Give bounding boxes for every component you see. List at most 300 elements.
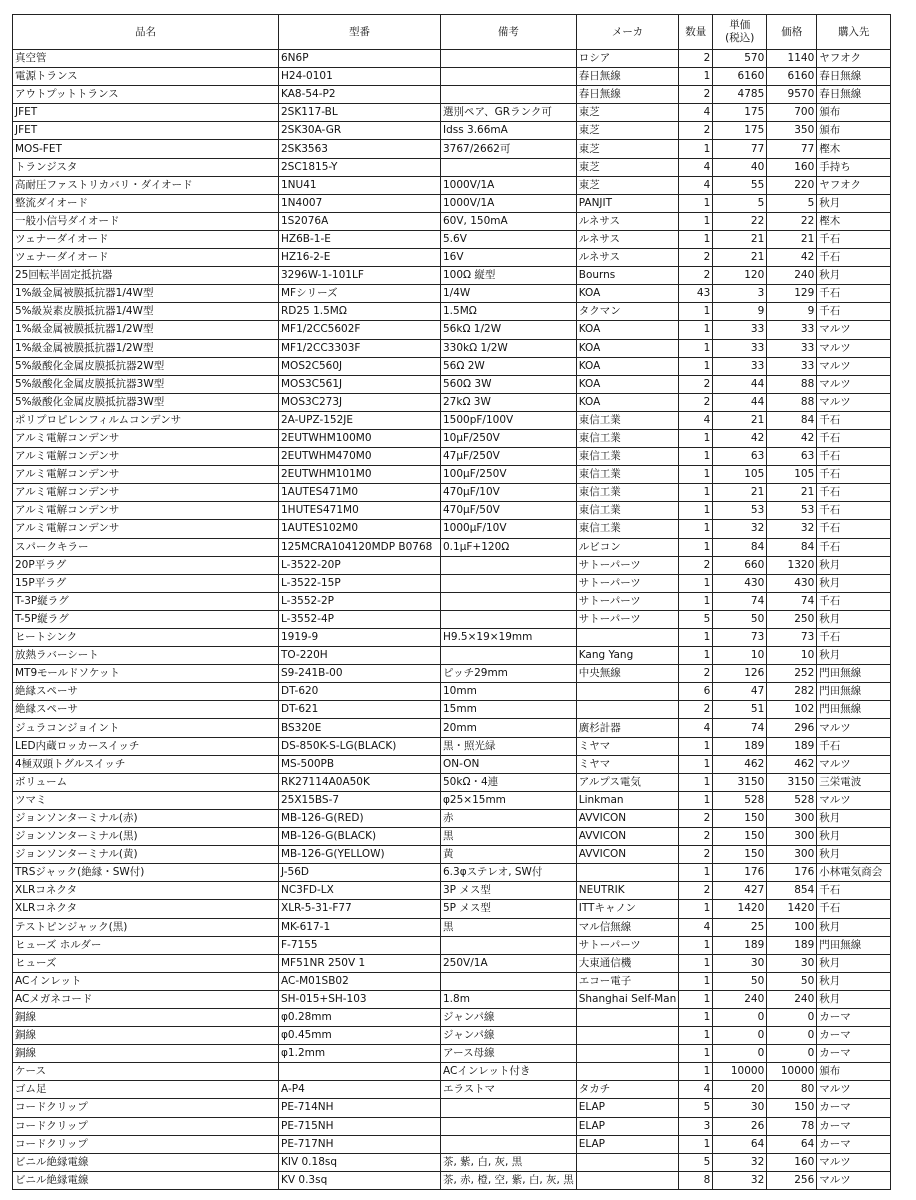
parts-list-table <box>12 14 891 1190</box>
cell-shop: 樫木 <box>817 140 891 158</box>
cell-name: MT9モールドソケット <box>13 665 279 683</box>
cell-price: 300 <box>767 846 817 864</box>
cell-maker: ルネサス <box>576 230 679 248</box>
table-row <box>13 520 891 538</box>
cell-price: 240 <box>767 990 817 1008</box>
cell-qty: 1 <box>679 339 713 357</box>
cell-shop: 頒布 <box>817 104 891 122</box>
cell-note <box>441 1099 577 1117</box>
cell-maker: AVVICON <box>576 846 679 864</box>
table-row <box>13 1008 891 1026</box>
cell-price: 74 <box>767 592 817 610</box>
cell-qty: 1 <box>679 791 713 809</box>
cell-name: T-5P縦ラグ <box>13 610 279 628</box>
table-row <box>13 194 891 212</box>
cell-maker: ロシア <box>576 50 679 68</box>
cell-price: 6160 <box>767 68 817 86</box>
cell-note: 黄 <box>441 846 577 864</box>
header-shop: 購入先 <box>817 15 891 50</box>
cell-name: ボリューム <box>13 773 279 791</box>
cell-shop: 樫木 <box>817 212 891 230</box>
cell-shop: マルツ <box>817 393 891 411</box>
header-name: 品名 <box>13 15 279 50</box>
cell-unit-price: 240 <box>713 990 767 1008</box>
cell-qty: 1 <box>679 502 713 520</box>
cell-model <box>279 1063 441 1081</box>
table-row <box>13 972 891 990</box>
cell-model: NC3FD-LX <box>279 882 441 900</box>
cell-maker: 東信工業 <box>576 520 679 538</box>
cell-qty: 3 <box>679 1117 713 1135</box>
cell-name: 5%級酸化金属皮膜抵抗器3W型 <box>13 375 279 393</box>
header-model: 型番 <box>279 15 441 50</box>
cell-name: LED内蔵ロッカースイッチ <box>13 737 279 755</box>
cell-model: 3296W-1-101LF <box>279 267 441 285</box>
table-row <box>13 1063 891 1081</box>
cell-name: ビニル絶縁電線 <box>13 1153 279 1171</box>
cell-name: 15P平ラグ <box>13 574 279 592</box>
cell-qty: 1 <box>679 357 713 375</box>
cell-note: 56kΩ 1/2W <box>441 321 577 339</box>
cell-model: TO-220H <box>279 647 441 665</box>
cell-maker: KOA <box>576 321 679 339</box>
cell-maker: 東信工業 <box>576 448 679 466</box>
table-row <box>13 683 891 701</box>
cell-shop: 秋月 <box>817 610 891 628</box>
cell-qty: 1 <box>679 1063 713 1081</box>
cell-maker <box>576 1063 679 1081</box>
cell-model: 1N4007 <box>279 194 441 212</box>
cell-model: A-P4 <box>279 1081 441 1099</box>
cell-note: 470μF/10V <box>441 484 577 502</box>
table-row <box>13 629 891 647</box>
cell-qty: 2 <box>679 665 713 683</box>
cell-name: 高耐圧ファストリカバリ・ダイオード <box>13 176 279 194</box>
cell-model: PE-714NH <box>279 1099 441 1117</box>
cell-model: MFシリーズ <box>279 285 441 303</box>
cell-qty: 4 <box>679 104 713 122</box>
cell-qty: 1 <box>679 1045 713 1063</box>
table-row <box>13 954 891 972</box>
cell-maker: サトーパーツ <box>576 574 679 592</box>
table-row <box>13 285 891 303</box>
cell-maker: ELAP <box>576 1117 679 1135</box>
cell-name: 4極双頭トグルスイッチ <box>13 755 279 773</box>
cell-maker: AVVICON <box>576 828 679 846</box>
cell-model: φ1.2mm <box>279 1045 441 1063</box>
cell-qty: 1 <box>679 466 713 484</box>
cell-note: 47μF/250V <box>441 448 577 466</box>
cell-unit-price: 42 <box>713 429 767 447</box>
table-row <box>13 828 891 846</box>
cell-model: 1AUTES102M0 <box>279 520 441 538</box>
cell-model: MOS2C560J <box>279 357 441 375</box>
cell-unit-price: 25 <box>713 918 767 936</box>
cell-price: 63 <box>767 448 817 466</box>
cell-model: DT-621 <box>279 701 441 719</box>
cell-maker: 東芝 <box>576 158 679 176</box>
cell-maker: 東信工業 <box>576 466 679 484</box>
cell-qty: 2 <box>679 249 713 267</box>
cell-note: 20mm <box>441 719 577 737</box>
cell-maker: 東芝 <box>576 104 679 122</box>
cell-qty: 1 <box>679 230 713 248</box>
cell-name: 5%級酸化金属皮膜抵抗器2W型 <box>13 357 279 375</box>
cell-price: 84 <box>767 538 817 556</box>
cell-note: エラストマ <box>441 1081 577 1099</box>
cell-unit-price: 74 <box>713 592 767 610</box>
cell-unit-price: 150 <box>713 846 767 864</box>
cell-shop: 千石 <box>817 520 891 538</box>
table-row <box>13 50 891 68</box>
cell-price: 3150 <box>767 773 817 791</box>
cell-shop: マルツ <box>817 791 891 809</box>
cell-model: 2SK117-BL <box>279 104 441 122</box>
cell-shop: 千石 <box>817 592 891 610</box>
cell-model: RD25 1.5MΩ <box>279 303 441 321</box>
cell-shop: 千石 <box>817 484 891 502</box>
cell-name: JFET <box>13 104 279 122</box>
cell-maker: 大東通信機 <box>576 954 679 972</box>
cell-model: 125MCRA104120MDP B0768 <box>279 538 441 556</box>
table-row <box>13 809 891 827</box>
cell-name: ACインレット <box>13 972 279 990</box>
cell-note: 470μF/50V <box>441 502 577 520</box>
cell-name: ジョンソンターミナル(赤) <box>13 809 279 827</box>
cell-maker: 東信工業 <box>576 429 679 447</box>
cell-maker: PANJIT <box>576 194 679 212</box>
cell-shop: 門田無線 <box>817 936 891 954</box>
table-row <box>13 1153 891 1171</box>
cell-unit-price: 53 <box>713 502 767 520</box>
cell-unit-price: 176 <box>713 864 767 882</box>
table-row <box>13 538 891 556</box>
cell-model: SH-015+SH-103 <box>279 990 441 1008</box>
cell-note <box>441 936 577 954</box>
table-row <box>13 936 891 954</box>
cell-qty: 1 <box>679 574 713 592</box>
cell-price: 1420 <box>767 900 817 918</box>
cell-qty: 1 <box>679 773 713 791</box>
cell-maker: サトーパーツ <box>576 936 679 954</box>
table-row <box>13 610 891 628</box>
cell-shop: 門田無線 <box>817 683 891 701</box>
cell-shop: 門田無線 <box>817 665 891 683</box>
cell-name: ビニル絶縁電線 <box>13 1171 279 1189</box>
cell-note: 560Ω 3W <box>441 375 577 393</box>
cell-note: 3767/2662可 <box>441 140 577 158</box>
table-row <box>13 1045 891 1063</box>
cell-maker: 東芝 <box>576 176 679 194</box>
cell-price: 32 <box>767 520 817 538</box>
cell-maker: マル信無線 <box>576 918 679 936</box>
cell-note: 10mm <box>441 683 577 701</box>
cell-maker: 中央無線 <box>576 665 679 683</box>
cell-maker: ミヤマ <box>576 737 679 755</box>
cell-maker: エコー電子 <box>576 972 679 990</box>
cell-unit-price: 21 <box>713 249 767 267</box>
cell-shop: 手持ち <box>817 158 891 176</box>
cell-qty: 1 <box>679 1027 713 1045</box>
cell-note: 1.5MΩ <box>441 303 577 321</box>
cell-maker: AVVICON <box>576 809 679 827</box>
cell-unit-price: 175 <box>713 104 767 122</box>
cell-shop: 千石 <box>817 538 891 556</box>
cell-price: 160 <box>767 1153 817 1171</box>
cell-unit-price: 55 <box>713 176 767 194</box>
cell-price: 33 <box>767 321 817 339</box>
cell-qty: 1 <box>679 1135 713 1153</box>
cell-unit-price: 44 <box>713 375 767 393</box>
cell-model: L-3522-20P <box>279 556 441 574</box>
cell-qty: 4 <box>679 918 713 936</box>
cell-model: 2SK30A-GR <box>279 122 441 140</box>
cell-qty: 1 <box>679 321 713 339</box>
cell-shop: 千石 <box>817 249 891 267</box>
cell-unit-price: 22 <box>713 212 767 230</box>
table-row <box>13 230 891 248</box>
cell-qty: 4 <box>679 1081 713 1099</box>
cell-price: 350 <box>767 122 817 140</box>
cell-note: 5P メス型 <box>441 900 577 918</box>
table-row <box>13 176 891 194</box>
cell-unit-price: 6160 <box>713 68 767 86</box>
cell-shop: カーマ <box>817 1027 891 1045</box>
cell-shop: 千石 <box>817 900 891 918</box>
cell-unit-price: 40 <box>713 158 767 176</box>
table-row <box>13 773 891 791</box>
cell-unit-price: 0 <box>713 1045 767 1063</box>
table-row <box>13 158 891 176</box>
cell-model: PE-715NH <box>279 1117 441 1135</box>
cell-model: F-7155 <box>279 936 441 954</box>
cell-model: 2A-UPZ-152JE <box>279 411 441 429</box>
cell-maker: ミヤマ <box>576 755 679 773</box>
cell-model: HZ6B-1-E <box>279 230 441 248</box>
cell-name: ヒューズ ホルダー <box>13 936 279 954</box>
cell-model: MF1/2CC5602F <box>279 321 441 339</box>
cell-unit-price: 528 <box>713 791 767 809</box>
cell-price: 77 <box>767 140 817 158</box>
cell-note: 選別ペア、GRランク可 <box>441 104 577 122</box>
cell-note: 60V, 150mA <box>441 212 577 230</box>
cell-name: 絶縁スペーサ <box>13 701 279 719</box>
table-row <box>13 375 891 393</box>
cell-maker: Kang Yang <box>576 647 679 665</box>
cell-price: 53 <box>767 502 817 520</box>
cell-shop: ヤフオク <box>817 50 891 68</box>
cell-price: 1320 <box>767 556 817 574</box>
cell-model: DS-850K-S-LG(BLACK) <box>279 737 441 755</box>
cell-maker: Linkman <box>576 791 679 809</box>
cell-maker: ルビコン <box>576 538 679 556</box>
cell-qty: 4 <box>679 158 713 176</box>
table-row <box>13 429 891 447</box>
cell-price: 256 <box>767 1171 817 1189</box>
cell-model: 1S2076A <box>279 212 441 230</box>
cell-maker: ELAP <box>576 1135 679 1153</box>
cell-unit-price: 32 <box>713 520 767 538</box>
cell-shop: 千石 <box>817 882 891 900</box>
table-row <box>13 755 891 773</box>
cell-maker: 東芝 <box>576 140 679 158</box>
cell-shop: 千石 <box>817 285 891 303</box>
cell-note: 1000μF/10V <box>441 520 577 538</box>
cell-shop: 春日無線 <box>817 86 891 104</box>
cell-model: MF1/2CC3303F <box>279 339 441 357</box>
cell-shop: 秋月 <box>817 194 891 212</box>
cell-price: 50 <box>767 972 817 990</box>
cell-model: 1HUTES471M0 <box>279 502 441 520</box>
cell-model: 1AUTES471M0 <box>279 484 441 502</box>
cell-qty: 1 <box>679 954 713 972</box>
cell-model: H24-0101 <box>279 68 441 86</box>
cell-qty: 1 <box>679 1008 713 1026</box>
cell-name: ケース <box>13 1063 279 1081</box>
cell-maker: ルネサス <box>576 212 679 230</box>
cell-price: 854 <box>767 882 817 900</box>
cell-name: JFET <box>13 122 279 140</box>
cell-price: 700 <box>767 104 817 122</box>
cell-unit-price: 32 <box>713 1171 767 1189</box>
cell-qty: 2 <box>679 556 713 574</box>
cell-note: 1000V/1A <box>441 194 577 212</box>
table-row <box>13 411 891 429</box>
header-unit-price <box>713 15 767 50</box>
cell-unit-price: 21 <box>713 411 767 429</box>
table-row <box>13 1081 891 1099</box>
cell-model: 2EUTWHM101M0 <box>279 466 441 484</box>
cell-unit-price: 73 <box>713 629 767 647</box>
cell-maker: 廣杉計器 <box>576 719 679 737</box>
cell-note: H9.5×19×19mm <box>441 629 577 647</box>
header-note: 備考 <box>441 15 577 50</box>
cell-model: RK27114A0A50K <box>279 773 441 791</box>
cell-model: MB-126-G(BLACK) <box>279 828 441 846</box>
cell-unit-price: 21 <box>713 230 767 248</box>
cell-unit-price: 32 <box>713 1153 767 1171</box>
cell-note: 0.1μF+120Ω <box>441 538 577 556</box>
cell-note: アース母線 <box>441 1045 577 1063</box>
cell-unit-price: 33 <box>713 357 767 375</box>
cell-name: ジュラコンジョイント <box>13 719 279 737</box>
cell-price: 0 <box>767 1027 817 1045</box>
cell-name: 真空管 <box>13 50 279 68</box>
cell-name: コードクリップ <box>13 1099 279 1117</box>
cell-unit-price: 30 <box>713 1099 767 1117</box>
cell-shop: 秋月 <box>817 990 891 1008</box>
cell-unit-price: 21 <box>713 484 767 502</box>
cell-shop: 頒布 <box>817 1063 891 1081</box>
cell-maker <box>576 1008 679 1026</box>
cell-note: 5.6V <box>441 230 577 248</box>
cell-price: 220 <box>767 176 817 194</box>
cell-maker: ルネサス <box>576 249 679 267</box>
cell-note: 1/4W <box>441 285 577 303</box>
cell-maker: KOA <box>576 339 679 357</box>
cell-name: 5%級炭素皮膜抵抗器1/4W型 <box>13 303 279 321</box>
cell-unit-price: 30 <box>713 954 767 972</box>
cell-note <box>441 1117 577 1135</box>
cell-note: 黒・照光緑 <box>441 737 577 755</box>
cell-shop: 小林電気商会 <box>817 864 891 882</box>
cell-price: 160 <box>767 158 817 176</box>
cell-price: 250 <box>767 610 817 628</box>
cell-note: 茶, 紫, 白, 灰, 黒 <box>441 1153 577 1171</box>
cell-note: 10μF/250V <box>441 429 577 447</box>
cell-unit-price: 20 <box>713 1081 767 1099</box>
cell-shop: カーマ <box>817 1117 891 1135</box>
cell-name: TRSジャック(絶縁・SW付) <box>13 864 279 882</box>
table-row <box>13 484 891 502</box>
cell-qty: 1 <box>679 538 713 556</box>
cell-note <box>441 647 577 665</box>
cell-model: 6N6P <box>279 50 441 68</box>
cell-qty: 2 <box>679 828 713 846</box>
cell-name: 1%級金属被膜抵抗器1/4W型 <box>13 285 279 303</box>
cell-shop: 千石 <box>817 448 891 466</box>
table-row <box>13 140 891 158</box>
cell-price: 240 <box>767 267 817 285</box>
cell-unit-price: 3150 <box>713 773 767 791</box>
cell-note: 100Ω 縦型 <box>441 267 577 285</box>
cell-price: 21 <box>767 484 817 502</box>
cell-maker <box>576 864 679 882</box>
cell-maker <box>576 629 679 647</box>
cell-note <box>441 610 577 628</box>
cell-unit-price: 51 <box>713 701 767 719</box>
cell-name: アルミ電解コンデンサ <box>13 484 279 502</box>
table-row <box>13 900 891 918</box>
cell-name: ACメガネコード <box>13 990 279 1008</box>
cell-unit-price: 189 <box>713 936 767 954</box>
cell-shop: マルツ <box>817 357 891 375</box>
cell-maker: タカチ <box>576 1081 679 1099</box>
cell-shop: 秋月 <box>817 809 891 827</box>
cell-qty: 2 <box>679 50 713 68</box>
cell-name: ジョンソンターミナル(黒) <box>13 828 279 846</box>
table-row <box>13 267 891 285</box>
cell-qty: 8 <box>679 1171 713 1189</box>
cell-note <box>441 68 577 86</box>
cell-qty: 1 <box>679 194 713 212</box>
cell-maker: サトーパーツ <box>576 610 679 628</box>
cell-name: ポリプロピレンフィルムコンデンサ <box>13 411 279 429</box>
cell-maker: KOA <box>576 393 679 411</box>
cell-model: XLR-5-31-F77 <box>279 900 441 918</box>
cell-shop: マルツ <box>817 321 891 339</box>
cell-model: S9-241B-00 <box>279 665 441 683</box>
table-row <box>13 665 891 683</box>
cell-note <box>441 50 577 68</box>
table-row <box>13 448 891 466</box>
cell-note: 1.8m <box>441 990 577 1008</box>
cell-model: φ0.28mm <box>279 1008 441 1026</box>
cell-name: アルミ電解コンデンサ <box>13 466 279 484</box>
cell-price: 0 <box>767 1045 817 1063</box>
cell-qty: 1 <box>679 629 713 647</box>
cell-model: HZ16-2-E <box>279 249 441 267</box>
cell-price: 150 <box>767 1099 817 1117</box>
cell-qty: 2 <box>679 267 713 285</box>
cell-price: 73 <box>767 629 817 647</box>
table-row <box>13 1171 891 1189</box>
cell-shop: カーマ <box>817 1008 891 1026</box>
cell-name: ツェナーダイオード <box>13 230 279 248</box>
cell-shop: 千石 <box>817 466 891 484</box>
cell-maker: Bourns <box>576 267 679 285</box>
cell-price: 105 <box>767 466 817 484</box>
